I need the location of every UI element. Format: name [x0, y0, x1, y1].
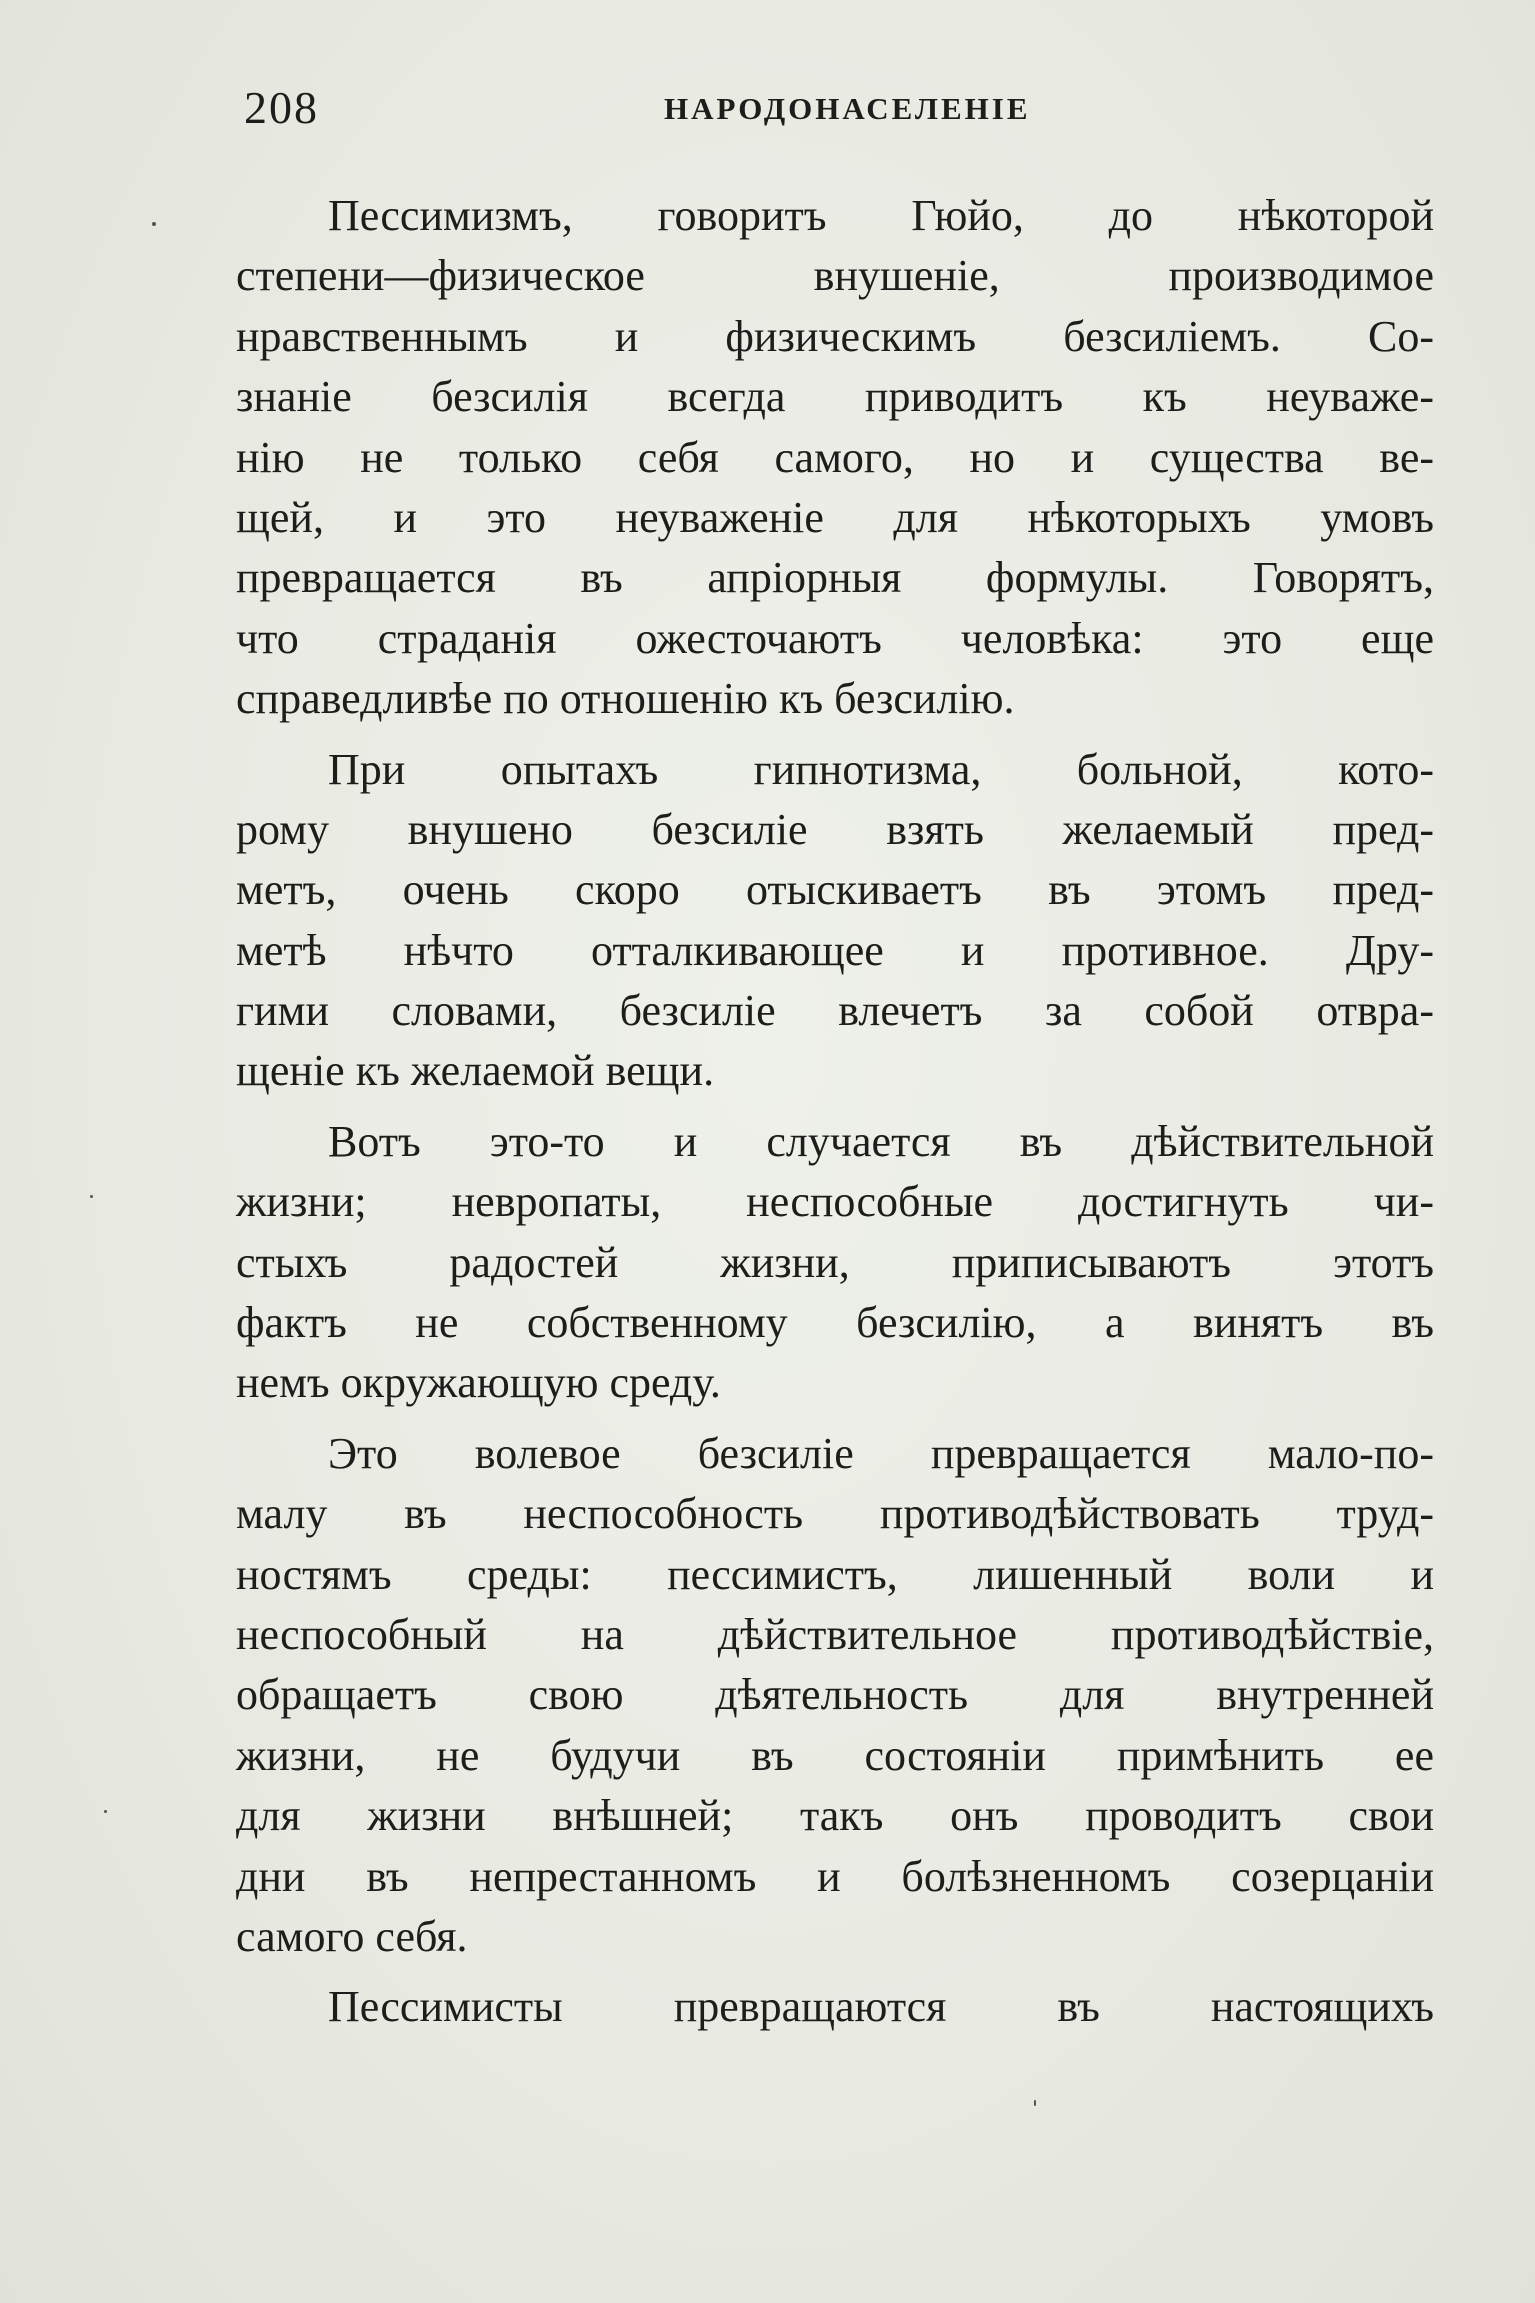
paragraph — [236, 1112, 1434, 1414]
text-line: щеніе къ желаемой вещи. — [236, 1046, 715, 1096]
text-line: При опытахъ гипнотизма, больной, кото- — [328, 744, 1434, 794]
text-line: Пессимисты превращаются въ настоящихъ — [328, 1982, 1434, 2032]
text-line: гими словами, безсиліе влечетъ за собой отвра- — [236, 986, 1434, 1036]
text-line: для жизни внѣшней; такъ онъ проводитъ свои — [236, 1791, 1434, 1841]
scan-speck — [1034, 2100, 1036, 2106]
text-line: малу въ неспособность противодѣйствовать труд- — [236, 1489, 1434, 1539]
page-number: 208 — [244, 82, 319, 133]
text-line: Это волевое безсиліе превращается мало-по- — [328, 1428, 1434, 1478]
scan-speck — [152, 222, 156, 226]
paragraph — [236, 740, 1434, 1102]
text-line: щей, и это неуваженіе для нѣкоторыхъ умовъ — [236, 492, 1434, 542]
text-line: знаніе безсилія всегда приводитъ къ неуваже- — [236, 372, 1434, 422]
scan-speck — [104, 1810, 107, 1813]
text-line: стыхъ радостей жизни, приписываютъ этотъ — [236, 1237, 1434, 1287]
text-line: справедливѣе по отношенію къ безсилію. — [236, 674, 1015, 724]
text-line: самого себя. — [236, 1911, 468, 1961]
text-line: немъ окружающую среду. — [236, 1358, 721, 1408]
text-line: дни въ непрестанномъ и болѣзненномъ созерцаніи — [236, 1851, 1434, 1901]
text-line: нію не только себя самого, но и существа ве- — [236, 432, 1434, 482]
text-line: жизни, не будучи въ состояніи примѣнить ее — [236, 1730, 1434, 1780]
paragraph — [236, 1977, 1434, 2037]
text-line: Вотъ это-то и случается въ дѣйствительной — [328, 1116, 1434, 1166]
text-line: метѣ нѣчто отталкивающее и противное. Дру- — [236, 925, 1434, 975]
scan-speck — [90, 1195, 93, 1198]
text-line: метъ, очень скоро отыскиваетъ въ этомъ пред- — [236, 865, 1434, 915]
text-line: обращаетъ свою дѣятельность для внутренней — [236, 1670, 1434, 1720]
text-line: ностямъ среды: пессимистъ, лишенный воли и — [236, 1549, 1434, 1599]
text-line: фактъ не собственному безсилію, а винятъ въ — [236, 1298, 1434, 1348]
text-line: степени—физическое внушеніе, производимое — [236, 251, 1434, 301]
page-header — [0, 78, 1535, 138]
text-line: рому внушено безсиліе взять желаемый пред- — [236, 804, 1434, 854]
text-line: Пессимизмъ, говоритъ Гюйо, до нѣкоторой — [328, 191, 1434, 240]
text-line: что страданія ожесточаютъ человѣка: это еще — [236, 613, 1434, 663]
body-text — [236, 186, 1434, 2038]
paragraph — [236, 186, 1434, 730]
text-line: жизни; невропаты, неспособные достигнуть чи- — [236, 1177, 1434, 1227]
text-line: превращается въ апріорныя формулы. Говорятъ, — [236, 553, 1434, 603]
paragraph — [236, 1424, 1434, 1968]
running-head: НАРОДОНАСЕЛЕНІЕ — [664, 91, 1031, 126]
text-line: нравственнымъ и физическимъ безсиліемъ. Со- — [236, 311, 1434, 361]
text-line: неспособный на дѣйствительное противодѣйствіе, — [236, 1609, 1434, 1659]
